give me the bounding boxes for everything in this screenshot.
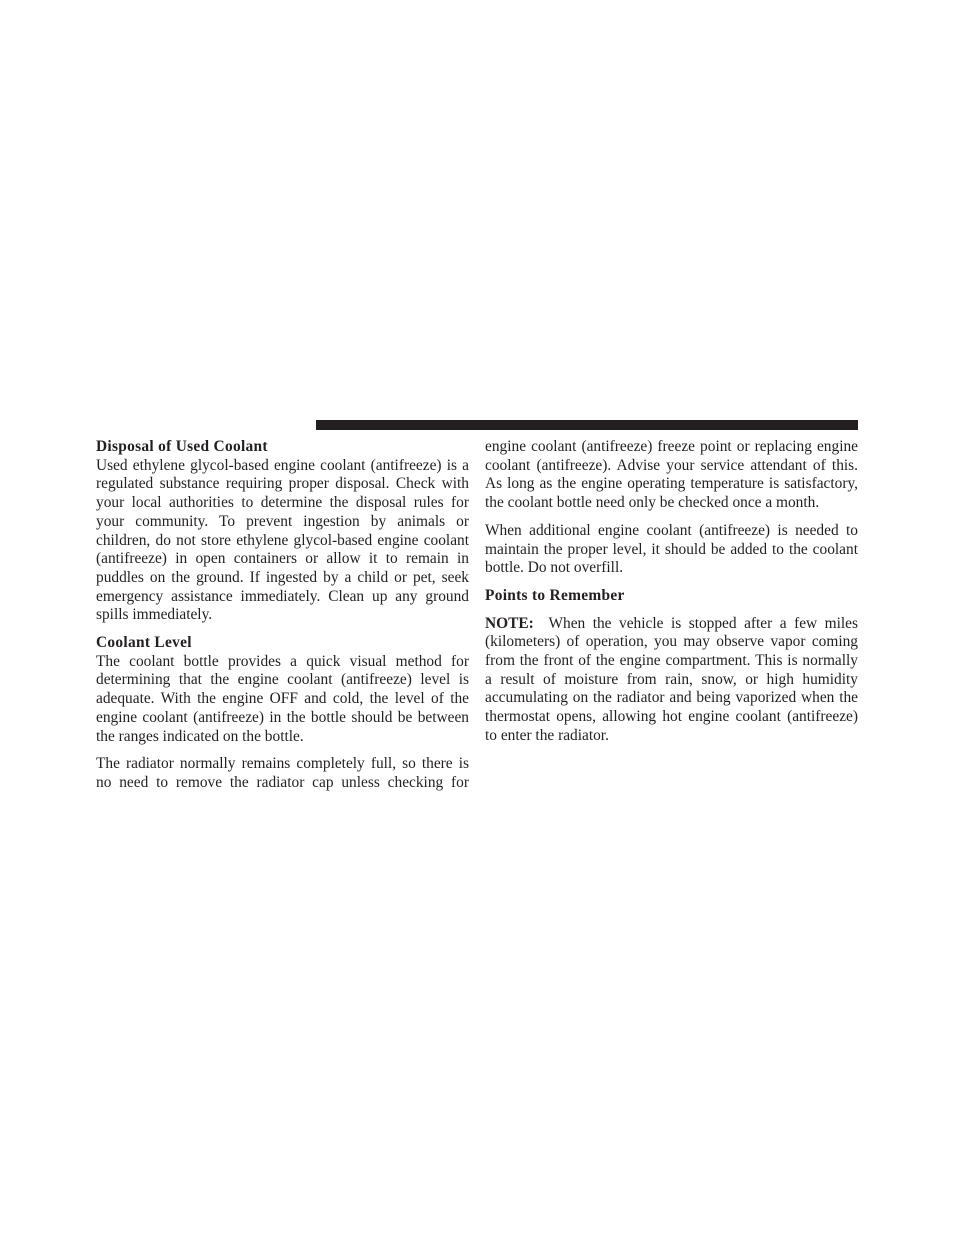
points-to-remember-heading: Points to Remember	[485, 586, 625, 604]
right-column	[485, 438, 858, 755]
note-text: When the vehicle is stopped after a few miles (kilometers) of operation, you may observe vapor coming from the front of the engine compartment. This is normally a result of moisture from rain, snow, or high humidity accumulating on the radiator and being vaporized when the thermostat opens, allowing hot engine coolant (antifreeze) to enter the radiator.	[485, 614, 858, 744]
coolant-level-paragraph: The coolant bottle provides a quick visual method for determining that the engine coolant (antifreeze) level is adequate. With the engine OFF and cold, the level of the engine coolant (antifreeze) in the bottle should be between the ranges indicated on the bottle.	[96, 652, 469, 745]
coolant-level-heading: Coolant Level	[96, 634, 192, 652]
disposal-paragraph: Used ethylene glycol-based engine coolant (antifreeze) is a regulated substance requiring proper disposal. Check with your local authorities to determine the disposal rules for your community. To prevent ingestion by animals or children, do not store ethylene glycol-based engine coolant (antifreeze) in open containers or allow it to remain in puddles on the ground. If ingested by a child or pet, seek emergency assistance immediately. Clean up any ground spills immediately.	[96, 456, 469, 624]
disposal-heading: Disposal of Used Coolant	[96, 438, 268, 455]
note-paragraph	[485, 615, 858, 746]
additional-coolant-paragraph: When additional engine coolant (antifreeze) is needed to maintain the proper level, it should be added to the coolant bottle. Do not overfill.	[485, 521, 858, 577]
continued-paragraph: engine coolant (antifreeze) freeze point or replacing engine coolant (antifreeze). Advise your service attendant of this. As long as the engine operating temperature is satisfactory, the coolant bottle need only be checked once a month.	[485, 438, 858, 512]
left-column	[96, 438, 469, 802]
radiator-paragraph: The radiator normally remains completely full, so there is no need to remove the radiator cap unless checking for	[96, 755, 469, 791]
note-label: NOTE:	[485, 614, 534, 632]
section-header-rule	[316, 420, 858, 430]
